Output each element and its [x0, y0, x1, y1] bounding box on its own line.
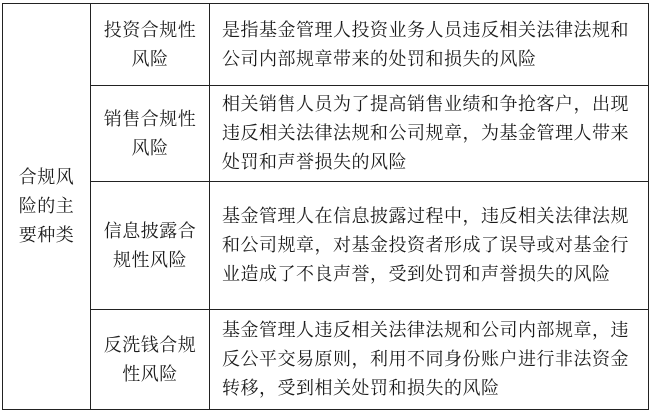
- risk-name-cell: 销售合规性风险: [91, 86, 210, 182]
- category-cell: 合规风险的主要种类: [3, 4, 91, 410]
- risk-name-cell: 投资合规性风险: [91, 4, 210, 86]
- risk-description-cell: 是指基金管理人投资业务人员违反相关法律法规和公司内部规章带来的处罚和损失的风险: [210, 4, 649, 86]
- table-row: [3, 4, 649, 86]
- risk-description-cell: 基金管理人违反相关法律法规和公司内部规章，违反公平交易原则，利用不同身份账户进行非法资金转移，受到相关处罚和损失的风险: [210, 310, 649, 410]
- compliance-risk-table: [2, 3, 649, 410]
- table-row: [3, 310, 649, 410]
- risk-name-cell: 反洗钱合规性风险: [91, 310, 210, 410]
- risk-description-cell: 基金管理人在信息披露过程中，违反相关法律法规和公司规章，对基金投资者形成了误导或对基金行业造成了不良声誉，受到处罚和声誉损失的风险: [210, 182, 649, 310]
- table-row: [3, 182, 649, 310]
- risk-description-cell: 相关销售人员为了提高销售业绩和争抢客户，出现违反相关法律法规和公司规章，为基金管理人带来处罚和声誉损失的风险: [210, 86, 649, 182]
- risk-name-cell: 信息披露合规性风险: [91, 182, 210, 310]
- table-row: [3, 86, 649, 182]
